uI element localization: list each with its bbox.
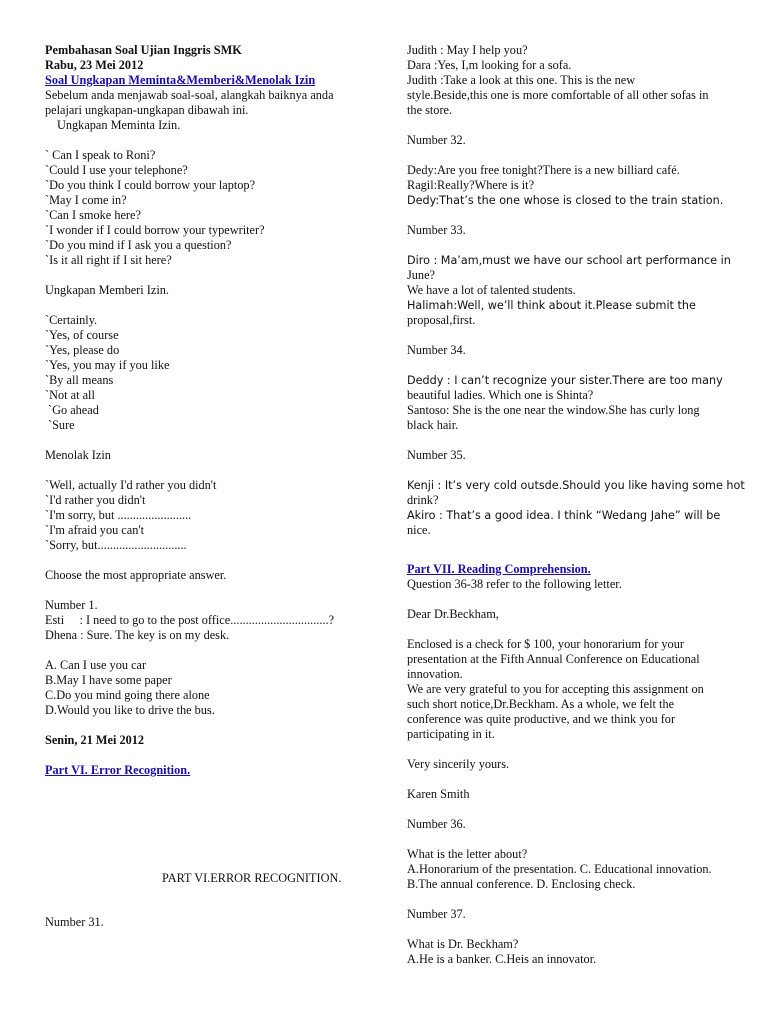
giving-permission-heading: Ungkapan Memberi Izin. xyxy=(45,283,169,297)
part6-link[interactable]: Part VI. Error Recognition. xyxy=(45,763,191,777)
dialogue-line: Judith :Take a look at this one. This is the new xyxy=(407,73,636,87)
answer-option: B.May I have some paper xyxy=(45,673,172,687)
giving-item: `By all means xyxy=(45,373,114,387)
asking-permission-heading: Ungkapan Meminta Izin. xyxy=(57,118,181,132)
question-number: Number 36. xyxy=(407,817,466,831)
dialogue-line: Diro : Ma’am,must we have our school art performance in xyxy=(407,254,731,267)
question-number: Number 31. xyxy=(45,915,104,929)
intro-text: pelajari ungkapan-ungkapan dibawah ini. xyxy=(45,103,249,117)
answer-option: C.Do you mind going there alone xyxy=(45,688,210,702)
part6-heading: PART VI.ERROR RECOGNITION. xyxy=(162,871,342,885)
question-number: Number 37. xyxy=(407,907,466,921)
dialogue-line: June? xyxy=(407,268,435,282)
instruction-text: Choose the most appropriate answer. xyxy=(45,568,227,582)
refusing-item: `I'm sorry, but ........................ xyxy=(45,508,192,522)
dialogue-line: We have a lot of talented students. xyxy=(407,283,576,297)
dialogue-line: Dedy:Are you free tonight?There is a new billiard café. xyxy=(407,163,680,177)
right-column xyxy=(407,43,745,967)
asking-item: `Could I use your telephone? xyxy=(45,163,188,177)
asking-item: `Is it all right if I sit here? xyxy=(45,253,172,267)
asking-item: `May I come in? xyxy=(45,193,127,207)
dialogue-line: Dhena : Sure. The key is on my desk. xyxy=(45,628,230,642)
post-date: Senin, 21 Mei 2012 xyxy=(45,733,145,747)
refusing-item: `Sorry, but............................. xyxy=(45,538,187,552)
dialogue-line: Santoso: She is the one near the window.She has curly long xyxy=(407,403,700,417)
part7-link[interactable]: Part VII. Reading Comprehension. xyxy=(407,562,591,576)
dialogue-line: beautiful ladies. Which one is Shinta? xyxy=(407,388,594,402)
question-text: What is the letter about? xyxy=(407,847,528,861)
question-number: Number 35. xyxy=(407,448,466,462)
left-column xyxy=(45,43,365,778)
answer-option: A.Honorarium of the presentation. C. Educational innovation. xyxy=(407,862,712,876)
question-number: Number 33. xyxy=(407,223,466,237)
dialogue-line: style.Beside,this one is more comfortable of all other sofas in xyxy=(407,88,709,102)
answer-option: A.He is a banker. C.Heis an innovator. xyxy=(407,952,597,966)
answer-option: D.Would you like to drive the bus. xyxy=(45,703,215,717)
dialogue-line: black hair. xyxy=(407,418,459,432)
refusing-item: `Well, actually I'd rather you didn't xyxy=(45,478,217,492)
letter-body: such short notice,Dr.Beckham. As a whole, we felt the xyxy=(407,697,675,711)
dialogue-line: nice. xyxy=(407,523,431,537)
question-number: Number 34. xyxy=(407,343,466,357)
dialogue-line: Kenji : It’s very cold outsde.Should you like having some hot xyxy=(407,479,745,492)
question-number: Number 32. xyxy=(407,133,466,147)
asking-item: `Do you think I could borrow your laptop? xyxy=(45,178,256,192)
giving-item: `Certainly. xyxy=(45,313,98,327)
dialogue-line: Akiro : That’s a good idea. I think “Wedang Jahe” will be xyxy=(407,509,721,522)
giving-item: `Yes, you may if you like xyxy=(45,358,170,372)
refusing-item: `I'm afraid you can't xyxy=(45,523,145,537)
asking-item: `Can I smoke here? xyxy=(45,208,141,222)
question-number: Number 1. xyxy=(45,598,98,612)
dialogue-line: Judith : May I help you? xyxy=(407,43,528,57)
giving-item: `Not at all xyxy=(45,388,95,402)
refusing-item: `I'd rather you didn't xyxy=(45,493,146,507)
dialogue-line: Dara :Yes, I,m looking for a sofa. xyxy=(407,58,572,72)
letter-body: participating in it. xyxy=(407,727,495,741)
letter-body: Enclosed is a check for $ 100, your honorarium for your xyxy=(407,637,684,651)
asking-item: `Do you mind if I ask you a question? xyxy=(45,238,232,252)
post-date: Rabu, 23 Mei 2012 xyxy=(45,58,144,72)
letter-body: innovation. xyxy=(407,667,463,681)
dialogue-line: the store. xyxy=(407,103,453,117)
answer-option: A. Can I use you car xyxy=(45,658,147,672)
dialogue-line: Deddy : I can’t recognize your sister.There are too many xyxy=(407,374,723,387)
giving-item: `Yes, please do xyxy=(45,343,120,357)
refusing-permission-heading: Menolak Izin xyxy=(45,448,111,462)
giving-item: `Yes, of course xyxy=(45,328,119,342)
document-title: Pembahasan Soal Ujian Inggris SMK xyxy=(45,43,242,57)
dialogue-line: Dedy:That’s the one whose is closed to the train station. xyxy=(407,194,724,207)
dialogue-line: Esti : I need to go to the post office................................? xyxy=(45,613,335,627)
letter-signature: Karen Smith xyxy=(407,787,470,801)
asking-item: ` Can I speak to Roni? xyxy=(45,148,156,162)
letter-closing: Very sincerily yours. xyxy=(407,757,510,771)
reading-instruction: Question 36-38 refer to the following letter. xyxy=(407,577,622,591)
giving-item: `Go ahead xyxy=(48,403,99,417)
intro-text: Sebelum anda menjawab soal-soal, alangkah baiknya anda xyxy=(45,88,334,102)
letter-salutation: Dear Dr.Beckham, xyxy=(407,607,499,621)
letter-body: conference was quite productive, and we think you for xyxy=(407,712,676,726)
dialogue-line: drink? xyxy=(407,493,439,507)
dialogue-line: Ragil:Really?Where is it? xyxy=(407,178,535,192)
letter-body: presentation at the Fifth Annual Conference on Educational xyxy=(407,652,700,666)
dialogue-line: proposal,first. xyxy=(407,313,476,327)
asking-item: `I wonder if I could borrow your typewriter? xyxy=(45,223,265,237)
section-link[interactable]: Soal Ungkapan Meminta&Memberi&Menolak Izin xyxy=(45,73,316,87)
question-text: What is Dr. Beckham? xyxy=(407,937,519,951)
answer-option: B.The annual conference. D. Enclosing check. xyxy=(407,877,636,891)
letter-body: We are very grateful to you for accepting this assignment on xyxy=(407,682,704,696)
dialogue-line: Halimah:Well, we’ll think about it.Please submit the xyxy=(407,299,696,312)
giving-item: `Sure xyxy=(48,418,75,432)
